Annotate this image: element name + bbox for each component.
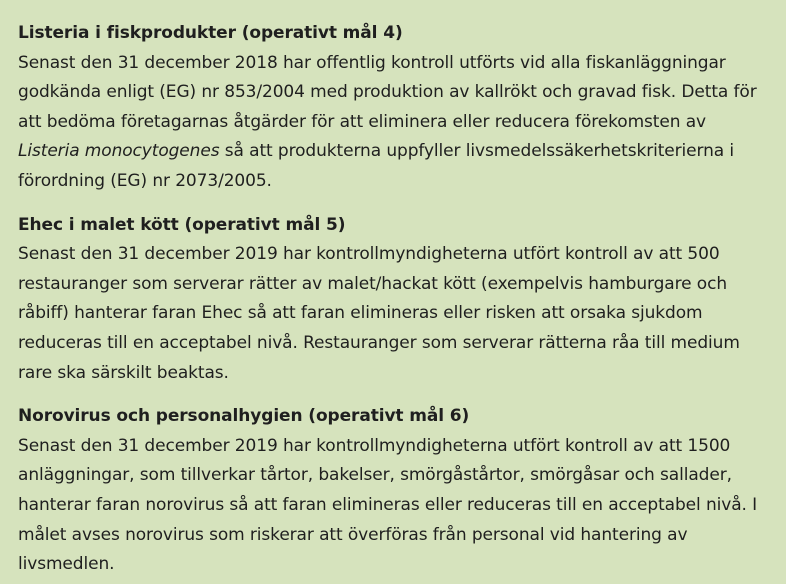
section-body: Senast den 31 december 2019 har kontrollmyndigheterna utfört kontroll av att 1500 anläggningar, som tillverkar tårtor, bakelser, smörgåstårtor, smörgåsar och sallader, hanterar faran norovirus så att faran elimineras eller reduceras till en acceptabel nivå. I målet avses norovirus som riskerar att överföras från personal vid hantering av livsmedlen. [18, 435, 758, 575]
section-listeria [18, 19, 772, 197]
section-norovirus [18, 402, 772, 580]
section-heading: Norovirus och personalhygien (operativt mål 6) [18, 406, 470, 427]
section-body: Senast den 31 december 2019 har kontrollmyndigheterna utfört kontroll av att 500 restauranger som serverar rätter av malet/hackat kött (exempelvis hamburgare och råbiff) hanterar faran Ehec så att faran elimineras eller risken att orsaka sjukdom reduceras till en acceptabel nivå. Restauranger som serverar rätterna råa till medium rare ska särskilt beaktas. [18, 244, 740, 383]
section-heading: Ehec i malet kött (operativt mål 5) [18, 214, 346, 235]
section-ehec [18, 211, 772, 389]
species-name: Listeria monocytogenes [18, 141, 220, 162]
body-text-start: Senast den 31 december 2018 har offentlig kontroll utförts vid alla fiskanläggningar godkända enligt (EG) nr 853/2004 med produktion av kallrökt och gravad fisk. Detta för att bedöma företagarnas åtgärder för att eliminera eller reducera förekomsten av [18, 52, 757, 132]
section-heading: Listeria i fiskprodukter (operativt mål 4) [18, 23, 403, 43]
body-text-end: så att produkterna uppfyller livsmedelssäkerhetskriterierna i förordning (EG) nr 2073/2005. [18, 141, 735, 191]
section-body [18, 49, 772, 197]
